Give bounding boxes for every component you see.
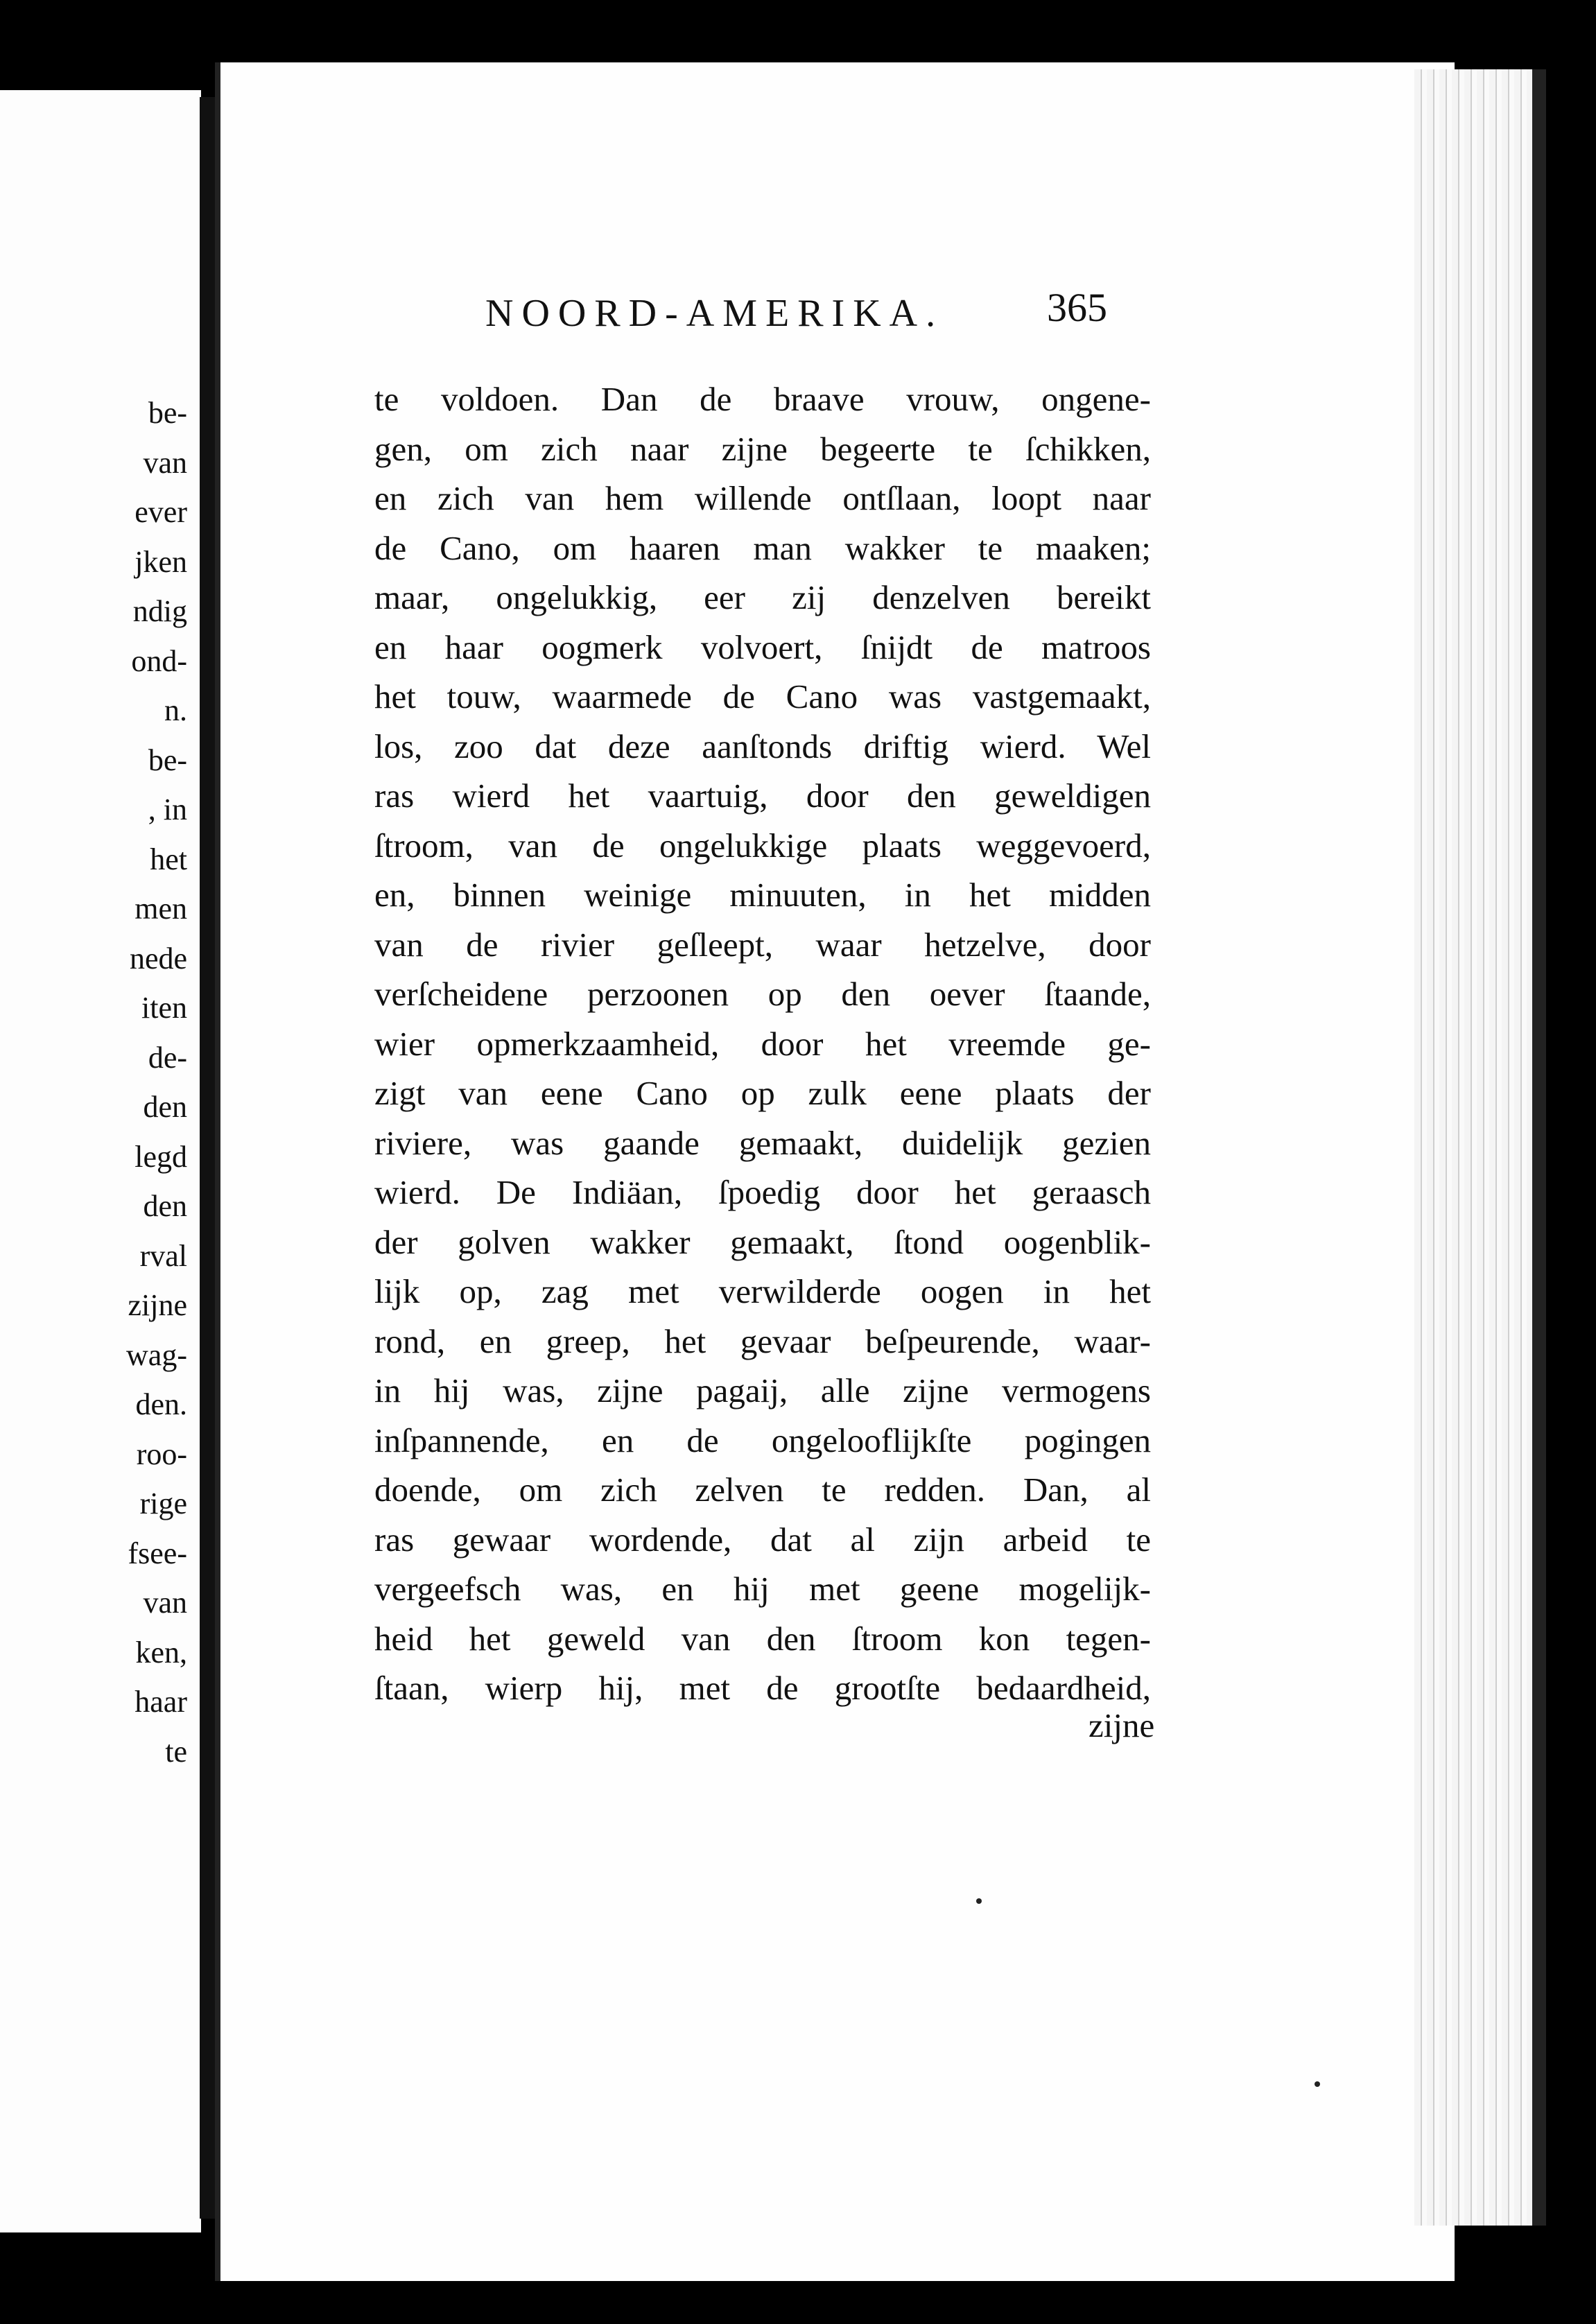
text-line: en zich van hem willende ontſlaan, loopt naar [374, 479, 1151, 517]
left-page-text [0, 388, 187, 1776]
text-line: in hij was, zijne pagaij, alle zijne vermogens [374, 1371, 1151, 1410]
text-line: lijk op, zag met verwilderde oogen in het [374, 1272, 1151, 1310]
text-line: der golven wakker gemaakt, ſtond oogenblik- [374, 1222, 1151, 1261]
text-line: te voldoen. Dan de braave vrouw, ongene- [374, 380, 1151, 418]
left-page-line: , in [148, 792, 187, 826]
left-page-line: nede [129, 941, 187, 975]
text-line: en, binnen weinige minuuten, in het midden [374, 876, 1151, 914]
text-line: los, zoo dat deze aanſtonds driftig wierd. Wel [374, 727, 1151, 765]
left-page-line: van [143, 445, 187, 480]
text-line: ras wierd het vaartuig, door den geweldigen [374, 777, 1151, 815]
text-line: riviere, was gaande gemaakt, duidelijk gezien [374, 1123, 1151, 1162]
text-line: ras gewaar wordende, dat al zijn arbeid te [374, 1520, 1151, 1559]
paper-speck [1315, 2081, 1320, 2087]
page-number: 365 [1047, 285, 1107, 330]
left-page-line: men [135, 892, 187, 926]
text-line: rond, en greep, het gevaar beſpeurende, waar- [374, 1321, 1151, 1360]
left-page-line: ond- [131, 643, 187, 678]
left-page-line: te [165, 1734, 187, 1769]
left-page-line: de- [148, 1040, 187, 1075]
left-page-line: ndig [132, 594, 187, 628]
text-line: maar, ongelukkig, eer zij denzelven bereikt [374, 578, 1151, 616]
left-page-line: be- [148, 743, 187, 777]
left-page-line: rige [139, 1486, 187, 1520]
left-page-line: den [143, 1189, 187, 1223]
left-page-line: wag- [126, 1337, 187, 1372]
text-line: vergeefsch was, en hij met geene mogelijk- [374, 1570, 1151, 1608]
text-line: en haar oogmerk volvoert, ſnijdt de matroos [374, 627, 1151, 666]
text-line: heid het geweld van den ſtroom kon tegen- [374, 1619, 1151, 1658]
left-page-line: jken [135, 544, 187, 579]
text-line: ſtaan, wierp hij, met de grootſte bedaardheid, [374, 1669, 1151, 1707]
left-page-line: zijne [128, 1288, 187, 1322]
text-line: doende, om zich zelven te redden. Dan, al [374, 1471, 1151, 1509]
running-head: NOORD-AMERIKA. [485, 292, 944, 335]
text-line: zigt van eene Cano op zulk eene plaats der [374, 1074, 1151, 1112]
left-page-line: roo- [136, 1437, 187, 1471]
left-page-line: fsee- [128, 1536, 187, 1570]
left-page-line: den. [135, 1387, 187, 1421]
page-edges [1414, 69, 1546, 2226]
left-page-line: van [143, 1586, 187, 1620]
left-page-line: n. [164, 693, 187, 727]
text-line: wier opmerkzaamheid, door het vreemde ge- [374, 1024, 1151, 1063]
body-text [374, 374, 1151, 1713]
text-line: inſpannende, en de ongelooflijkſte pogingen [374, 1421, 1151, 1459]
left-page-line: rval [139, 1238, 187, 1273]
text-line: het touw, waarmede de Cano was vastgemaakt, [374, 677, 1151, 716]
paper-speck [976, 1898, 982, 1904]
left-page-line: haar [135, 1685, 187, 1719]
book-gutter [200, 97, 215, 2219]
left-page-line: het [150, 842, 187, 876]
text-line: van de rivier geſleept, waar hetzelve, door [374, 925, 1151, 964]
text-line: de Cano, om haaren man wakker te maaken; [374, 528, 1151, 567]
text-line: gen, om zich naar zijne begeerte te ſchikken, [374, 429, 1151, 468]
text-line: wierd. De Indiäan, ſpoedig door het geraasch [374, 1173, 1151, 1211]
text-line: ſtroom, van de ongelukkige plaats weggevoerd, [374, 826, 1151, 865]
left-page-line: be- [148, 396, 187, 430]
left-page-line: legd [135, 1139, 187, 1174]
text-line: verſcheidene perzoonen op den oever ſtaande, [374, 975, 1151, 1013]
left-page-line: ken, [135, 1635, 187, 1670]
left-page-line: ever [135, 495, 187, 529]
catchword: zijne [1088, 1706, 1155, 1744]
left-page-line: iten [141, 991, 187, 1025]
left-page-line: den [143, 1090, 187, 1124]
